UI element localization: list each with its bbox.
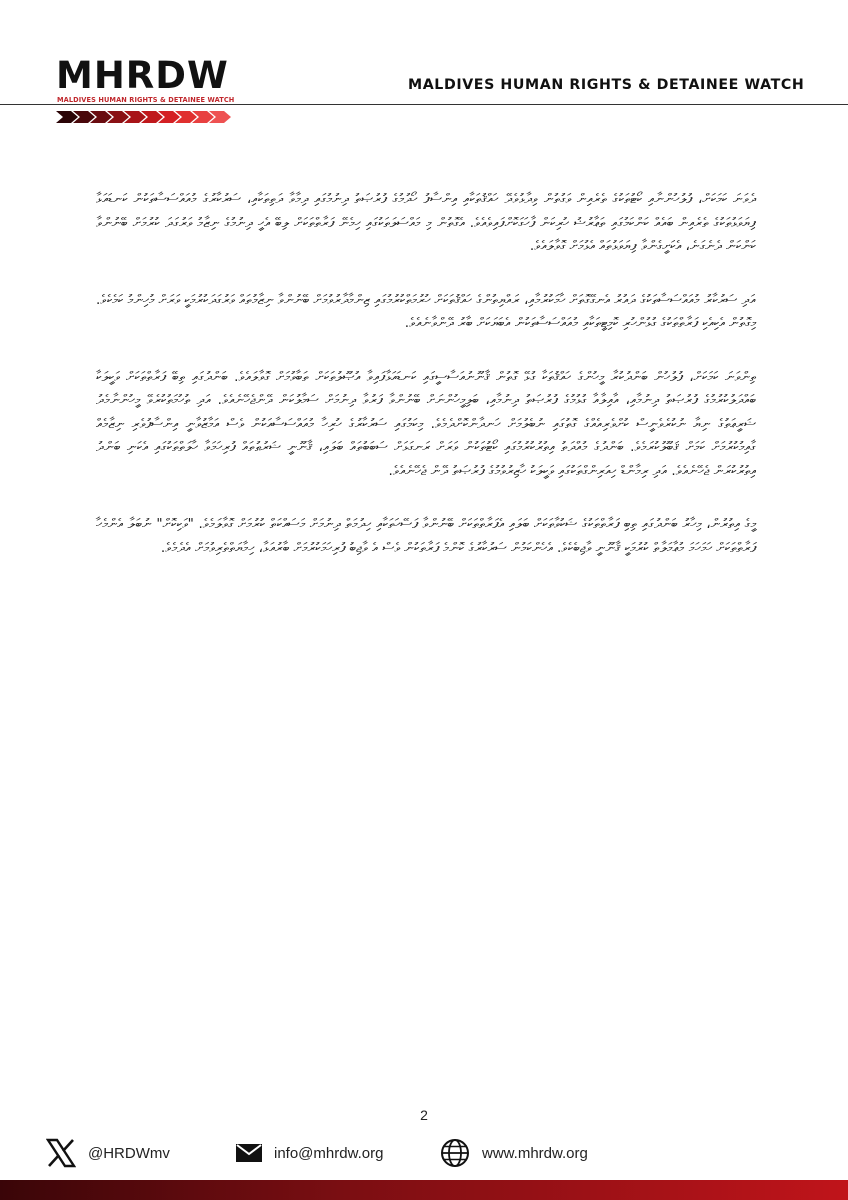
header-title: MALDIVES HUMAN RIGHTS & DETAINEE WATCH <box>408 77 805 93</box>
paragraph: އަދި ސަރުކާރު މުއައްސަސާތަކުގެ ދައުރު އެނގޭގޮތަށް ހާމަކުރުމާއި، ރައްޔިތުންގެ ހައްޤުތަކަށް ހުރުމަތްކުރުމުގައި ޒިންމާދާރުވުމަށް ބޭނުންވާ ނިޒާމުތައް ވަރުގަދަކުރުމަކީ ވަރަށް މުހިންމު ކަމެކެވެ. މިގޮތުން އެކިއެކި ފަރާތްތަކުގެ ގުޅުންހުރި ކޮމިޓީތަކާއި މުއައްސަސާތަކުން އެބަޔަކަށް ބާރު ދޭންވާނެއެވެ. <box>96 291 756 331</box>
footer-brand-bar <box>0 1180 848 1200</box>
mhrdw-logo <box>56 56 256 126</box>
paragraph: މީގެ އިތުރުން، މިހާރު ބަންދުގައި ތިބި ފަރާތްތަކުގެ ޝަކުވާތަކަށް ބަލައި އެފަރާތްތަކަށް ބޭނުންވާ ފަސޭހަތަކާއި ހިދުމަތް ދިނުމަށް މަސައްކަތް ކުރުމަށް ގޮވާލަމެވެ. "ވަކިކޮށް" ނުބަލާ އެންމެހާ ފަރާތްތަކަށް ހަމަހަމަ މުޢާމަލާތް ކުރުމަކީ ޤާނޫނީ ވާޖިބެކެވެ. އެހެންކަމުން ސަރުކާރުގެ ކޮންމެ ފަރާތަކުން ވެސް އެ ވާޖިބު ފުރިހަމަކުރުމަށް ބާރުއަޅާ، ހިމާޔަތްތެރިވުމަށް އެދެމެވެ. <box>96 516 756 556</box>
header-divider <box>0 104 848 105</box>
logo-chevrons-icon <box>56 108 256 126</box>
footer-website[interactable] <box>440 1135 588 1171</box>
globe-icon <box>440 1138 470 1168</box>
logo-text: MHRDW <box>56 54 229 97</box>
logo-subtitle: MALDIVES HUMAN RIGHTS & DETAINEE WATCH <box>57 96 235 104</box>
email-link[interactable]: info@mhrdw.org <box>274 1144 384 1162</box>
x-logo-icon <box>46 1138 76 1168</box>
footer-twitter[interactable] <box>46 1135 170 1171</box>
envelope-icon <box>236 1143 262 1163</box>
document-body <box>96 188 756 590</box>
twitter-handle[interactable]: @HRDWmv <box>88 1144 170 1162</box>
website-link[interactable]: www.mhrdw.org <box>482 1144 588 1162</box>
paragraph: ދެވަނަ ކަމަކަށް، ފުލުހުންނާއި ކޯޓުތަކުގެ ތެރެއިން ވަގުތުން ވިދާޅުވެދޭ ހައްޤުތަކާއި އިންސާފު ހޯދުމުގެ ފުރުޞަތު ދިނުމުގައި ދިމާވާ ދަތިތަކާއި، ސަރުކާރުގެ މުއައްސަސާތަކުން ކަނޑައަޅާ ފިޔަވަޅުތަކުގެ ތެރެއިން ބައެއް ކަންކަމުގައި ތަޢާރުޟު ހުރިކަން ފާހަގަކޮށްފައިވެއެވެ. އެގޮތުން މި މައްސަލަތަކުގައި ހިމެނޭ ފަރާތްތަކަށް ލިބޭ އެހީ ދިނުމުގެ ނިޒާމު ވަރުގަދަ ކުރުމަށް ބޭނުންވާ ކަންކަން ދެނެގަނެ، އެކަށީގެންވާ ފިޔަވަޅުތައް އެޅުމަށް ގޮވާލައެވެ. <box>96 191 756 254</box>
paragraph: ތިންވަނަ ކަމަކަށް، ފުލުހުން ބަންދުކުރާ މީހުންގެ ހައްޤުތަކާ ގުޅޭ ގޮތުން ޤާނޫނުއަސާސީގައި ކަނޑައަޅާފައިވާ އުޞޫލުތަކަށް ތަބާވުމަށް ގޮވާލައެވެ. ބަންދުގައި ތިބޭ ފަރާތްތަކަށް ވަކީލަކާ ބައްދަލުކުރުމުގެ ފުރުޞަތު ދިނުމާއި، އާއިލާއާ ގުޅުމުގެ ފުރުޞަތު ދިނުމާއި، ބަލިމީހުންނަށް ބޭނުންވާ ފަރުވާ ދިނުމަށް ސަމާލުކަން ދޭންޖެހޭނެއެވެ. އަދި ތުހުމަތުކުރެވޭ މީހުންނާމެދު ޝަރީޢަތުގެ ނިޔާ ނުކުރެވެނީސް ކުށްވެރިއެއްގެ ގޮތުގައި ނުބެލުމަށް ހަނދާންކޮށްދެމެވެ. މިކަމުގައި ސަރުކާރުގެ ހުރިހާ މުއައްސަސާއަކުން ވެސް އަމާޒުވާނީ އިންސާފުވެރި ނިޒާމެއް ގާއިމުކުރުމަށް ކަމަށް ޤަބޫލުކުރަމެވެ. ބަންދުގެ މުއްދަތު އިތުރުކުރުމުގައި ކޯޓުތަކުން ވަރަށް ރަނގަޅަށް ސަބަބުތައް ބަލައި، ޤާނޫނީ ޝަރުޠުތައް ފުރިހަމަވާ ހާލަތްތަކުގައި އެކަނި ބަންދު އިތުރުކުރަން ޖެހޭނެއެވެ. އަދި ރިމާންޑް ހިއަރިންގްތަކުގައި ވަކީލަކު ހާޒިރުވުމުގެ ފުރުޞަތު ދޭން ޖެހޭނެއެވެ. <box>96 368 756 479</box>
page-number: 2 <box>420 1107 428 1123</box>
footer-email[interactable] <box>236 1135 383 1171</box>
footer <box>0 1135 848 1171</box>
